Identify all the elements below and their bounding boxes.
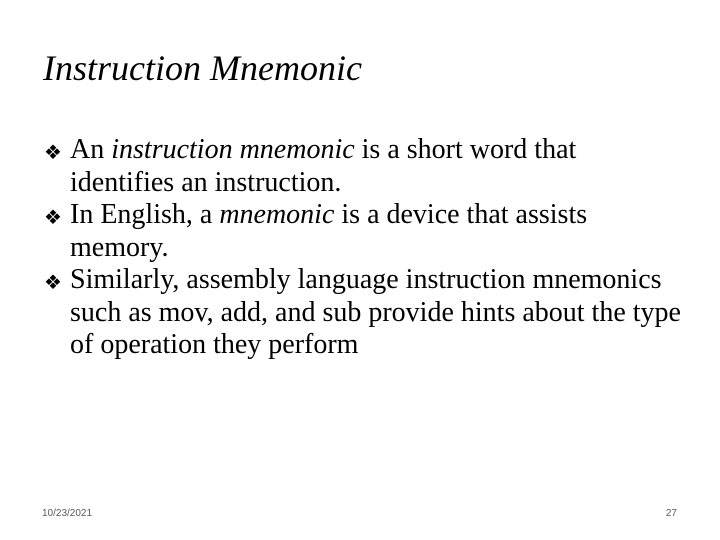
bullet-text-segment: is a device that assists memory. bbox=[70, 199, 588, 263]
slide-title: Instruction Mnemonic bbox=[43, 48, 362, 88]
bullet-item bbox=[44, 199, 684, 264]
footer-date: 10/23/2021 bbox=[42, 508, 93, 519]
bullet-item bbox=[44, 134, 684, 199]
bullet-text-segment: In English, a bbox=[70, 199, 220, 230]
bullet-text bbox=[70, 134, 684, 199]
bullet-text bbox=[70, 264, 684, 362]
bullet-list bbox=[44, 134, 684, 362]
diamond-bullet-icon: ❖ bbox=[44, 270, 62, 294]
footer-page-number: 27 bbox=[665, 508, 677, 519]
bullet-text-segment: An bbox=[70, 134, 112, 165]
bullet-item bbox=[44, 264, 684, 362]
diamond-bullet-icon: ❖ bbox=[44, 140, 62, 164]
diamond-bullet-icon: ❖ bbox=[44, 205, 62, 229]
bullet-text-segment: Similarly, assembly language instruction mnemonics such as mov, add, and sub provide hints about the type of operation they perform bbox=[70, 264, 681, 360]
bullet-text bbox=[70, 199, 684, 264]
bullet-text-emphasis: mnemonic bbox=[219, 199, 335, 230]
bullet-text-emphasis: instruction mnemonic bbox=[111, 134, 355, 165]
bullet-text-segment: is a short word that identifies an instruction. bbox=[70, 134, 577, 198]
